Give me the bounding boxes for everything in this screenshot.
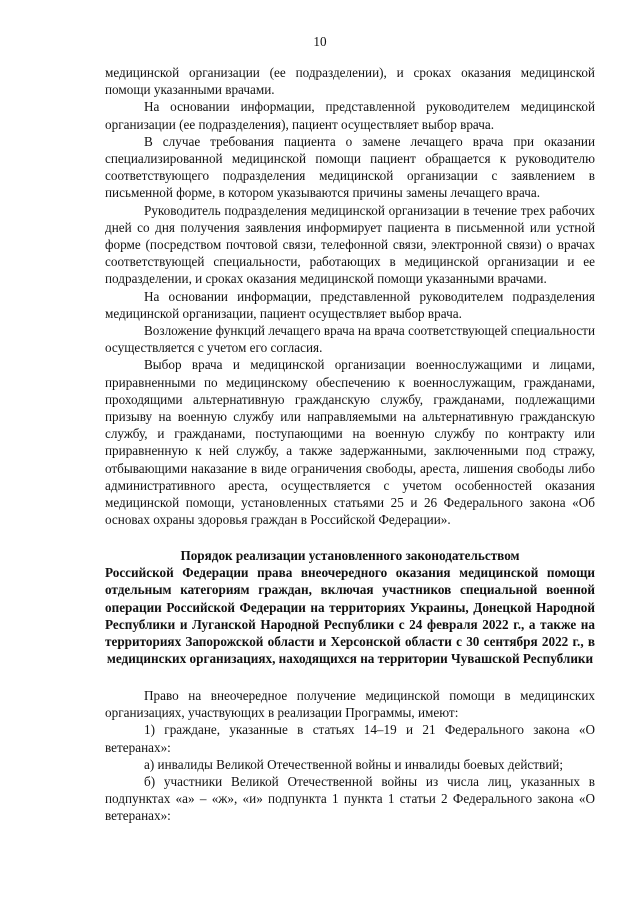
paragraph: Выбор врача и медицинской организации военнослужащими и лицами, приравненными по медицинскому обеспечению к военнослужащим, гражданами, проходящими альтернативную гражданскую службу, гражданами, подлежащими призыву на военную службу или направляемыми на альтернативную гражданскую службу, и гражданами, поступающими на военную службу по контракту или приравненную к ней службу, а также задержанными, заключенными под стражу, отбывающими наказание в виде ограничения свободы, ареста, лишения свободы либо административного ареста, осуществляется с учетом особенностей оказания медицинской помощи, установленных статьями 25 и 26 Федерального закона «Об основах охраны здоровья граждан в Российской Федерации». (105, 357, 595, 528)
list-item: а) инвалиды Великой Отечественной войны и инвалиды боевых действий; (144, 756, 563, 772)
paragraph: медицинской организации (ее подразделении), и сроках оказания медицинской помощи указанными врачами. (105, 65, 595, 98)
section-heading-rest: Российской Федерации права внеочередного оказания медицинской помощи отдельным категориям граждан, включая участников специальной военной операции Российской Федерации на территориях Украины, Донецкой Народной Республики и Луганской Народной Республики с 24 февраля 2022 г., а также на территориях Запорожской области и Херсонской области с 30 сентября 2022 г., в медицинских организациях, находящихся на территории Чувашской Республики (105, 565, 595, 667)
section-heading-line1: Порядок реализации установленного законодательством (180, 548, 520, 563)
paragraph: На основании информации, представленной руководителем медицинской организации (ее подразделения), пациент осуществляет выбор врача. (105, 99, 595, 132)
paragraph: Руководитель подразделения медицинской организации в течение трех рабочих дней со дня получения заявления информирует пациента в письменной или устной форме (посредством почтовой связи, телефонной связи, электронной связи) о врачах соответствующей специальности, работающих в медицинской организации и ее подразделении, и сроках оказания медицинской помощи указанными врачами. (105, 202, 595, 287)
paragraph: В случае требования пациента о замене лечащего врача при оказании специализированной медицинской помощи пациент обращается к руководителю соответствующего подразделения медицинской организации с заявлением в письменной форме, в котором указываются причины замены лечащего врача. (105, 133, 595, 201)
paragraph: Право на внеочередное получение медицинской помощи в медицинских организациях, участвующих в реализации Программы, имеют: (105, 688, 595, 721)
body-text-bottom (105, 687, 595, 825)
list-item: 1) граждане, указанные в статьях 14–19 и 21 Федерального закона «О ветеранах»: (105, 722, 595, 755)
paragraph: На основании информации, представленной руководителем подразделения медицинской организации, пациент осуществляет выбор врача. (105, 288, 595, 321)
page-number: 10 (313, 34, 327, 49)
body-text-top (105, 64, 595, 528)
list-item: б) участники Великой Отечественной войны из числа лиц, указанных в подпунктах «а» – «ж», «и» подпункта 1 пункта 1 статьи 2 Федерального закона «О ветеранах»: (105, 774, 595, 824)
section-heading (105, 547, 595, 667)
paragraph: Возложение функций лечащего врача на врача соответствующей специальности осуществляется с учетом его согласия. (105, 323, 595, 356)
